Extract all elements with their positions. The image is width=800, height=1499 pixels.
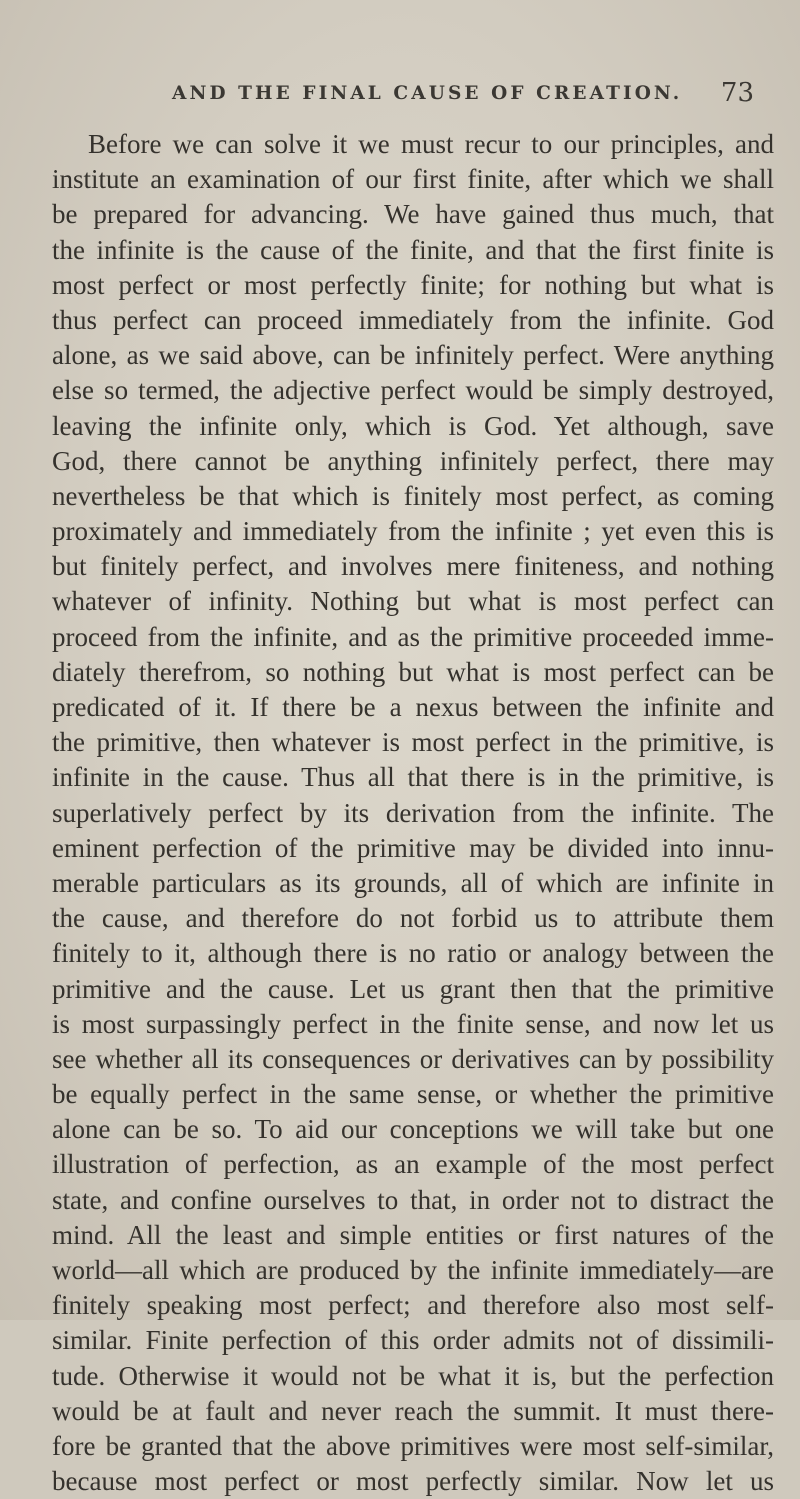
text-line: whatever of infinity. Nothing but what is most perfect can <box>52 586 774 617</box>
text-line: predicated of it. If there be a nexus between the infinite and <box>52 692 774 722</box>
body-text <box>52 127 774 1499</box>
text-line: would be at fault and never reach the summit. It must there- <box>52 1395 774 1426</box>
text-line: tude. Otherwise it would not be what it is, but the perfection <box>52 1360 774 1391</box>
text-line: be prepared for advancing. We have gained thus much, that <box>52 199 774 230</box>
running-title: AND THE FINAL CAUSE OF CREATION. <box>172 83 683 104</box>
text-line: state, and confine ourselves to that, in order not to distract the <box>52 1184 774 1215</box>
text-line: finitely to it, although there is no ratio or analogy between the <box>52 938 774 969</box>
text-line: illustration of perfection, as an example of the most perfect <box>52 1149 774 1180</box>
text-line: thus perfect can proceed immediately from the infinite. God <box>52 304 774 335</box>
page-number: 73 <box>720 78 754 108</box>
text-line: diately therefrom, so nothing but what is most perfect can be <box>52 656 774 687</box>
text-line: most perfect or most perfectly finite; for nothing but what is <box>52 269 774 300</box>
text-line: is most surpassingly perfect in the finite sense, and now let us <box>52 1008 774 1039</box>
text-line: infinite in the cause. Thus all that there is in the primitive, is <box>52 762 774 793</box>
text-line: eminent perfection of the primitive may be divided into innu- <box>52 832 774 863</box>
text-line: the primitive, then whatever is most perfect in the primitive, is <box>52 727 774 758</box>
text-line: alone, as we said above, can be infinitely perfect. Were anything <box>52 340 774 371</box>
text-line: superlatively perfect by its derivation from the infinite. The <box>52 797 774 828</box>
text-line: proximately and immediately from the infinite ; yet even this is <box>52 516 774 547</box>
text-line: proceed from the infinite, and as the primitive proceeded imme- <box>52 621 774 652</box>
text-line: Before we can solve it we must recur to our principles, and <box>88 129 774 159</box>
text-line: see whether all its consequences or derivatives can by possibility <box>52 1043 774 1074</box>
text-line: similar. Finite perfection of this order admits not of dissimili- <box>52 1325 774 1356</box>
text-line: merable particulars as its grounds, all of which are infinite in <box>52 867 774 898</box>
text-line: be equally perfect in the same sense, or whether the primitive <box>52 1079 774 1110</box>
text-line: else so termed, the adjective perfect would be simply destroyed, <box>52 375 774 406</box>
text-line: because most perfect or most perfectly similar. Now let us <box>52 1466 774 1497</box>
text-line: leaving the infinite only, which is God. Yet although, save <box>52 410 774 441</box>
text-line: mind. All the least and simple entities or first natures of the <box>52 1219 774 1250</box>
text-line: institute an examination of our first finite, after which we shall <box>52 164 774 195</box>
text-line: nevertheless be that which is finitely most perfect, as coming <box>52 480 774 511</box>
text-line: fore be granted that the above primitives were most self-similar, <box>52 1430 774 1461</box>
text-line: the cause, and therefore do not forbid us to attribute them <box>52 903 774 934</box>
text-line: the infinite is the cause of the finite, and that the first finite is <box>52 234 774 265</box>
text-line: alone can be so. To aid our conceptions we will take but one <box>52 1114 774 1145</box>
text-line: primitive and the cause. Let us grant then that the primitive <box>52 973 774 1004</box>
text-line: God, there cannot be anything infinitely perfect, there may <box>52 445 774 476</box>
text-line: but finitely perfect, and involves mere finiteness, and nothing <box>52 551 774 582</box>
text-line: finitely speaking most perfect; and therefore also most self- <box>52 1290 774 1321</box>
text-line: world—all which are produced by the infinite immediately—are <box>52 1255 774 1285</box>
running-head <box>172 80 762 110</box>
